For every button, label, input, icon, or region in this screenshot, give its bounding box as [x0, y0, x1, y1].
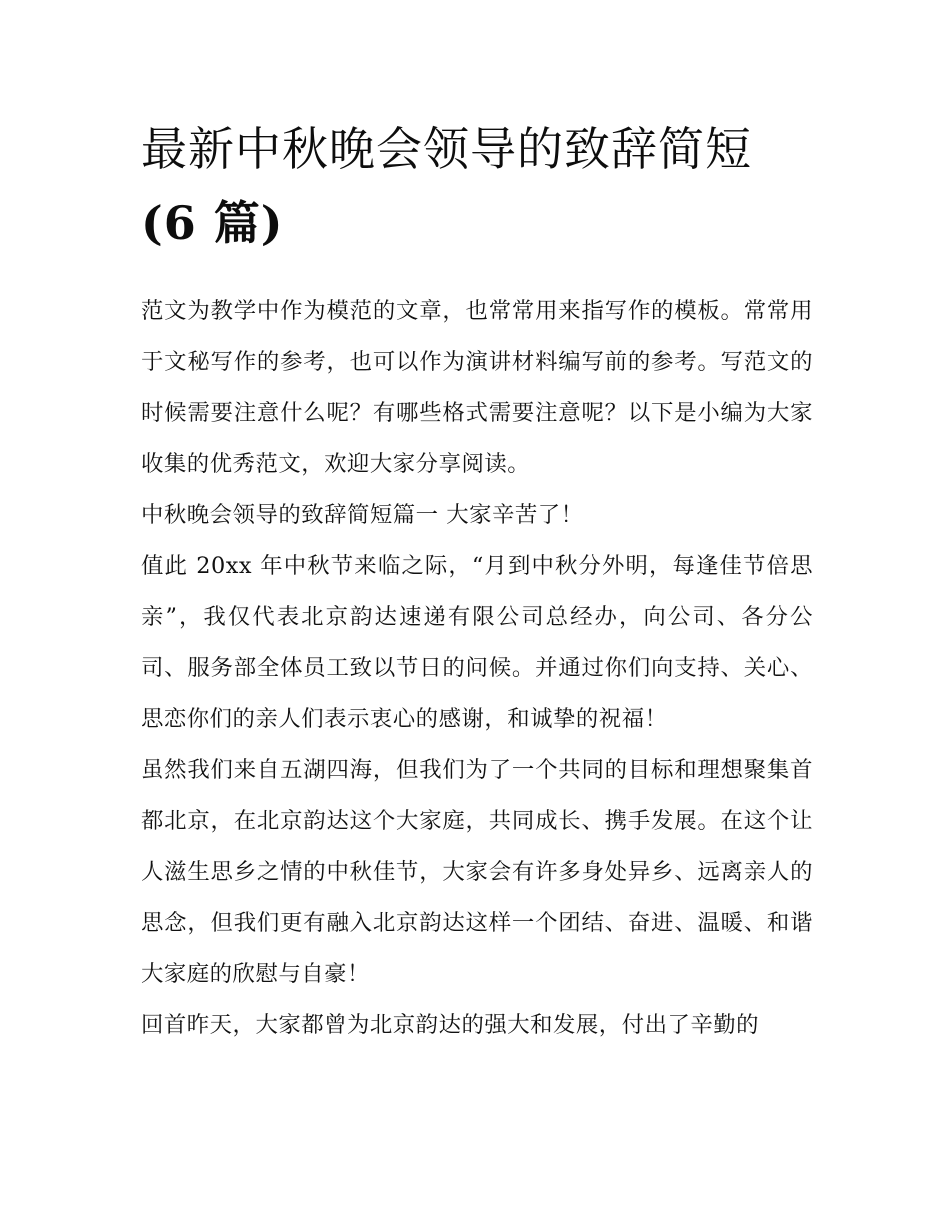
- paragraph-unity: 虽然我们来自五湖四海，但我们为了一个共同的目标和理想聚集首都北京，在北京韵达这个大家庭，共同成长、携手发展。在这个让人滋生思乡之情的中秋佳节，大家会有许多身处异乡、远离亲人的思念，但我们更有融入北京韵达这样一个团结、奋进、温暖、和谐大家庭的欣慰与自豪！: [141, 757, 813, 987]
- document-body: [141, 286, 813, 1051]
- title-line-2: (6 篇): [141, 196, 284, 250]
- document-content: [141, 112, 813, 1051]
- paragraph-intro: 范文为教学中作为模范的文章，也常常用来指写作的模板。常常用于文秘写作的参考，也可以作为演讲材料编写前的参考。写范文的时候需要注意什么呢？有哪些格式需要注意呢？以下是小编为大家收集的优秀范文，欢迎大家分享阅读。: [141, 298, 813, 477]
- document-title: [141, 112, 813, 260]
- paragraph-greeting: 值此 20xx 年中秋节来临之际，“月到中秋分外明，每逢佳节倍思亲”，我仅代表北京韵达速递有限公司总经办，向公司、各分公司、服务部全体员工致以节日的问候。并通过你们向支持、关心、思恋你们的亲人们表示衷心的感谢，和诚挚的祝福！: [141, 553, 813, 732]
- title-line-1: 最新中秋晚会领导的致辞简短: [141, 122, 752, 176]
- paragraph-retrospect: 回首昨天，大家都曾为北京韵达的强大和发展，付出了辛勤的: [141, 1012, 760, 1038]
- paragraph-section-heading: 中秋晚会领导的致辞简短篇一 大家辛苦了！: [141, 502, 584, 528]
